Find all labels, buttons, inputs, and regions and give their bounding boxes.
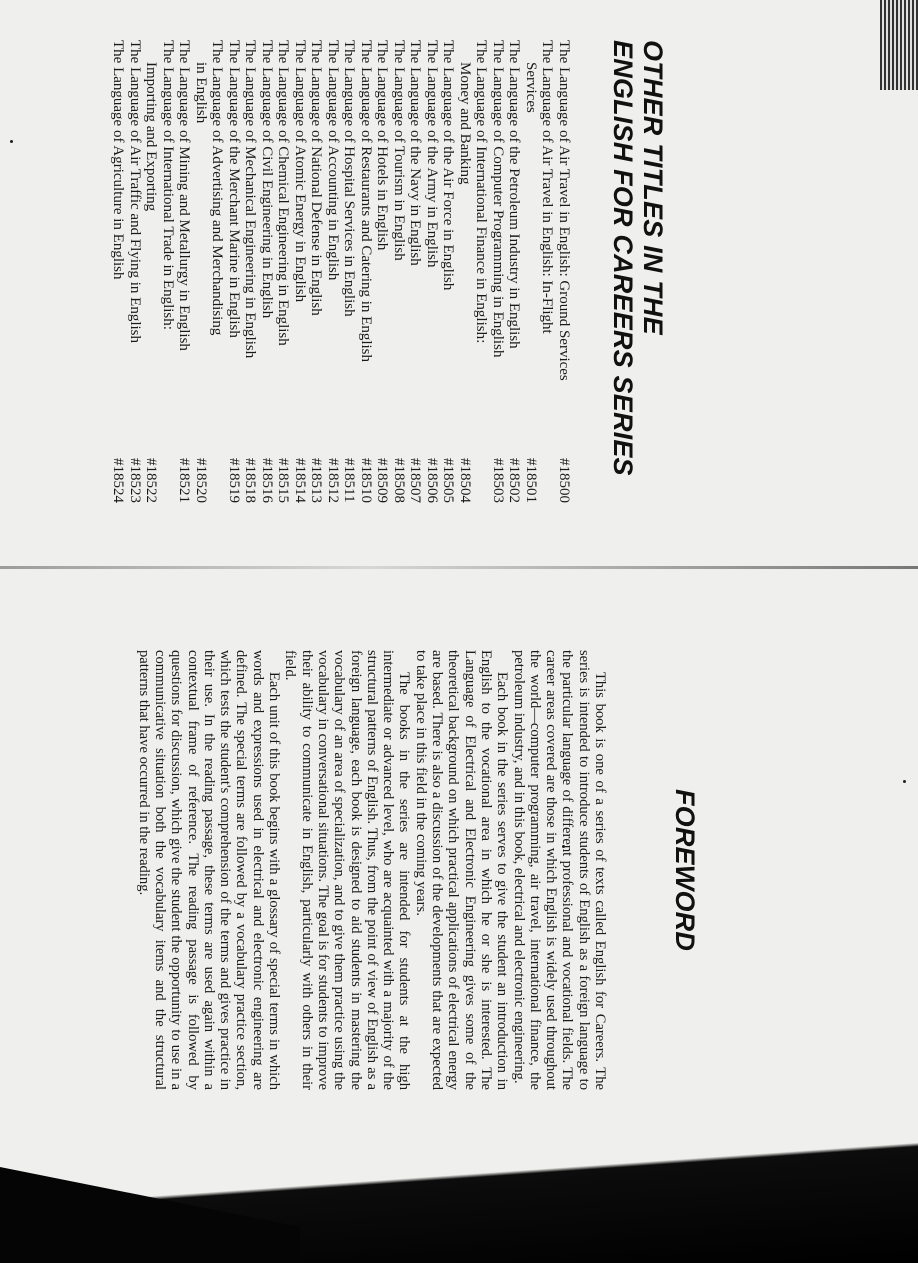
title-text: The Language of International Finance in English: <box>473 40 490 344</box>
title-row <box>556 40 573 520</box>
title-number: #18504 <box>457 458 473 503</box>
title-number: #18505 <box>440 458 457 503</box>
title-number: #18522 <box>143 458 160 503</box>
title-text: The Language of Air Travel in English: In-Flight <box>539 40 556 334</box>
title-row <box>259 40 276 520</box>
title-row <box>391 40 408 520</box>
title-text: The Language of Accounting in English <box>325 40 341 281</box>
title-text: The Language of Atomic Energy in English <box>292 40 308 303</box>
title-row <box>242 40 259 520</box>
other-titles-page <box>48 40 668 520</box>
title-text: The Language of Civil Engineering in English <box>259 40 275 319</box>
title-row <box>275 40 292 520</box>
title-row <box>490 40 507 520</box>
foreword-paragraph: Each book in the series serves to give the student an introduction in English to the vocational area in which he or she is interested. The Language of Electrical and Electronic Engineering gives some of the theoretical background on which practical applications of electrical energy are based. There is also a discussion of the developments that are expected to take place in this field in the coming years. <box>412 650 511 1090</box>
title-number: #18520 <box>193 458 209 503</box>
title-text: The Language of Hospital Services in English <box>341 40 358 317</box>
title-text: The Language of Chemical Engineering in English <box>275 40 292 346</box>
title-number: #18514 <box>292 458 308 503</box>
title-text: The Language of the Petroleum Industry in English <box>506 40 523 349</box>
title-number <box>209 458 226 520</box>
title-text: The Language of the Navy in English <box>407 40 424 266</box>
title-text: The Language of Air Traffic and Flying in English <box>127 40 143 344</box>
title-row <box>341 40 358 520</box>
title-number: #18519 <box>226 458 242 503</box>
title-row <box>523 40 540 520</box>
titles-list <box>110 40 572 520</box>
title-row <box>424 40 441 520</box>
title-number: #18516 <box>259 458 275 503</box>
title-row <box>440 40 457 520</box>
title-text: Importing and Exporting <box>143 62 160 212</box>
title-row <box>160 40 177 520</box>
title-text: The Language of Mechanical Engineering in English <box>242 40 259 359</box>
title-number <box>473 458 490 520</box>
title-text: The Language of Advertising and Merchandising <box>209 40 226 336</box>
title-row <box>506 40 523 520</box>
title-row <box>374 40 391 520</box>
title-row <box>292 40 309 520</box>
title-number: #18521 <box>176 458 193 503</box>
title-number: #18506 <box>424 458 440 503</box>
foreword-page <box>50 650 700 1090</box>
title-row <box>176 40 193 520</box>
title-text: The Language of the Merchant Marine in English <box>226 40 242 338</box>
foreword-paragraph: The books in the series are intended for students at the high intermediate or advanced level, who are acquainted with a majority of the structural patterns of English. Thus, from the point of view of English as a foreign language, each book is designed to aid students in mastering the vocabulary of an area of specialization, and to give them practice using the vocabulary in conversational situations. The goal is for students to improve their ability to communicate in English, particularly with others in their field. <box>282 650 413 1090</box>
title-text: The Language of International Trade in English: <box>160 40 176 330</box>
title-number: #18524 <box>110 458 127 503</box>
title-text: The Language of the Air Force in English <box>440 40 457 291</box>
scan-speck <box>10 140 13 143</box>
title-number: #18503 <box>490 458 506 503</box>
title-row <box>539 40 556 520</box>
title-number: #18512 <box>325 458 341 503</box>
title-text: The Language of Hotels in English <box>374 40 391 251</box>
title-number <box>539 458 556 520</box>
title-number: #18507 <box>407 458 424 503</box>
title-text: Services <box>523 62 539 113</box>
title-text: The Language of the Army in English <box>424 40 440 268</box>
page-fold-line <box>0 566 918 569</box>
title-number: #18508 <box>391 458 407 503</box>
foreword-paragraph: This book is one of a series of texts called English for Careers. The series is intended to introduce students of English as a foreign language to the particular language of different professional and vocational fields. The career areas covered are those in which English is widely used throughout the world—computer programming, air travel, international finance, the petroleum industry, and in this book, electrical and electronic engineering. <box>510 650 608 1090</box>
title-text: Money and Banking <box>457 62 473 185</box>
title-row <box>407 40 424 520</box>
foreword-paragraph: Each unit of this book begins with a glossary of special terms in which words and expressions used in electrical and electronic engineering are defined. The special terms are followed by a vocabulary practice section, which tests the student's comprehension of the terms and gives practice in their use. In the reading passage, these terms are used again within a contextual frame of reference. The reading passage is followed by questions for discussion, which give the student the opportunity to use in a communicative situation both the vocabulary items and the structural patterns that have occurred in the reading. <box>135 650 283 1090</box>
title-text: The Language of Tourism in English <box>391 40 407 261</box>
title-row <box>110 40 127 520</box>
titles-heading-line2: ENGLISH FOR CAREERS SERIES <box>608 40 638 476</box>
title-number: #18502 <box>506 458 523 503</box>
title-text: The Language of Air Travel in English: Ground Services <box>556 40 572 381</box>
title-row <box>358 40 375 520</box>
title-row <box>209 40 226 520</box>
title-text: in English <box>193 62 209 124</box>
titles-heading-line1: OTHER TITLES IN THE <box>638 40 668 335</box>
scan-speck <box>903 780 906 783</box>
title-row <box>143 40 160 520</box>
title-row <box>325 40 342 520</box>
title-text: The Language of National Defense in English <box>308 40 325 316</box>
foreword-heading: FOREWORD <box>670 788 700 952</box>
title-number: #18501 <box>523 458 539 503</box>
title-text: The Language of Agriculture in English <box>110 40 127 280</box>
title-row <box>308 40 325 520</box>
titles-heading <box>608 40 668 520</box>
title-text: The Language of Mining and Metallurgy in English <box>176 40 193 351</box>
title-text: The Language of Restaurants and Catering in English <box>358 40 374 362</box>
title-number: #18518 <box>242 458 259 503</box>
title-number: #18510 <box>358 458 374 503</box>
title-number: #18513 <box>308 458 325 503</box>
title-number: #18509 <box>374 458 391 503</box>
title-row <box>473 40 490 520</box>
title-row <box>193 40 210 520</box>
title-number <box>160 458 177 520</box>
title-row <box>457 40 474 520</box>
title-number: #18523 <box>127 458 143 503</box>
title-number: #18515 <box>275 458 292 503</box>
title-row <box>226 40 243 520</box>
foreword-body <box>135 650 608 1090</box>
title-row <box>127 40 144 520</box>
title-number: #18511 <box>341 458 358 503</box>
title-text: The Language of Computer Programming in English <box>490 40 506 358</box>
scan-corner-artifact <box>880 0 918 90</box>
title-number: #18500 <box>556 458 572 503</box>
